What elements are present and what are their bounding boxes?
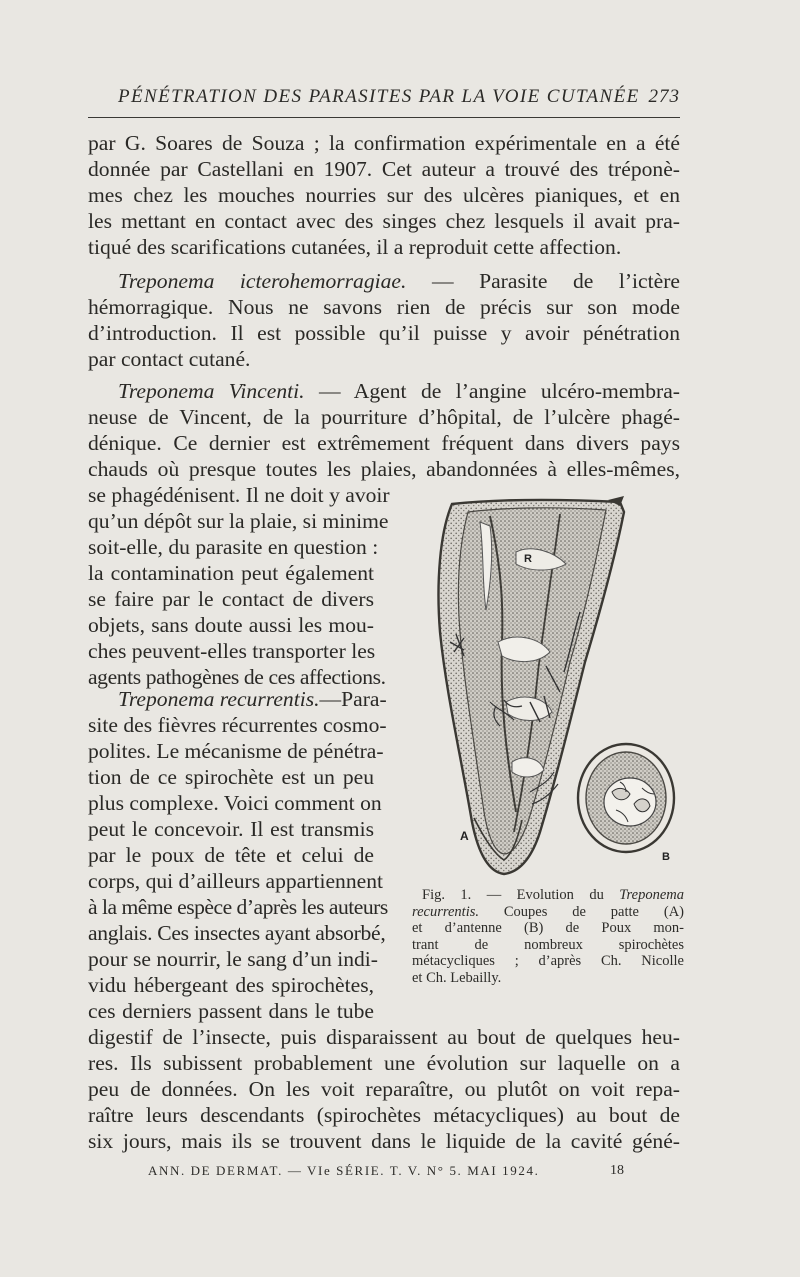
header-rule [88, 117, 680, 118]
text-line: vidu hébergeant des spirochètes, [88, 973, 374, 997]
text-line: à la même espèce d’après les auteurs [88, 895, 388, 919]
text-line: peu de données. On les voit reparaître, ou plutôt on voit repa- [88, 1077, 680, 1101]
journal-citation: ANN. DE DERMAT. — VIe SÉRIE. T. V. N° 5. MAI 1924. [148, 1163, 540, 1178]
text-line: la contamination peut également [88, 561, 374, 585]
caption-line: métacycliques ; d’après Ch. Nicolle [412, 953, 684, 969]
label-r: R [524, 553, 532, 565]
caption-line: trant de nombreux spirochètes [412, 936, 684, 953]
text-line: donnée par Castellani en 1907. Cet auteur a trouvé des tréponè- [88, 157, 680, 181]
text-line: anglais. Ces insectes ayant absorbé, [88, 921, 386, 945]
text-line: dénique. Ce dernier est extrêmement fréquent dans divers pays [88, 431, 680, 455]
text-line: six jours, mais ils se trouvent dans le liquide de la cavité géné- [88, 1129, 680, 1153]
label-a: A [460, 829, 469, 843]
text-line: chauds où presque toutes les plaies, abandonnées à elles-mêmes, [88, 457, 680, 481]
figure-caption [412, 887, 684, 986]
text-line: objets, sans doute aussi les mou- [88, 613, 374, 637]
text-line: ces derniers passent dans le tube [88, 999, 374, 1023]
label-b: B [662, 851, 670, 863]
text-line: site des fièvres récurrentes cosmo- [88, 713, 387, 737]
text-line: Treponema recurrentis.—Para- [118, 687, 387, 711]
text-line: plus complexe. Voici comment on [88, 791, 382, 815]
text-line: se faire par le contact de divers [88, 587, 374, 611]
text-line: tion de ce spirochète est un peu [88, 765, 374, 789]
text-line: les mettant en contact avec des singes chez lesquels il avait pra- [88, 209, 680, 233]
caption-line: recurrentis. Coupes de patte (A) [412, 903, 684, 920]
caption-line: et Ch. Lebailly. [412, 969, 502, 986]
text-line: qu’un dépôt sur la plaie, si minime [88, 509, 389, 533]
signature-mark: 18 [610, 1163, 624, 1178]
text-line: Treponema Vincenti. — Agent de l’angine ulcéro-membra- [118, 379, 680, 403]
text-line: ches peuvent-elles transporter les [88, 639, 376, 663]
text-line: tiqué des scarifications cutanées, il a reproduit cette affection. [88, 235, 622, 259]
species-name: Treponema Vincenti. [118, 379, 305, 403]
text-line: digestif de l’insecte, puis disparaissent au bout de quelques heu- [88, 1025, 680, 1049]
text-line: mes chez les mouches nourries sur des ulcères pianiques, et en [88, 183, 680, 207]
text-line: peut le concevoir. Il est transmis [88, 817, 374, 841]
species-name: Treponema recurrentis. [118, 687, 320, 711]
louse-section-figure [420, 492, 682, 888]
text-line: par G. Soares de Souza ; la confirmation expérimentale en a été [88, 131, 680, 155]
text-line: d’introduction. Il est possible qu’il puisse y avoir pénétration [88, 321, 680, 345]
text-line: pour se nourrir, le sang d’un indi- [88, 947, 378, 971]
text-line: polites. Le mécanisme de pénétra- [88, 739, 384, 763]
text-line: soit-elle, du parasite en question : [88, 535, 379, 559]
text-line: neuse de Vincent, de la pourriture d’hôpital, de l’ulcère phagé- [88, 405, 680, 429]
antenna-section-b [578, 744, 674, 852]
text-line: se phagédénisent. Il ne doit y avoir [88, 483, 390, 507]
page-number: 273 [648, 86, 680, 107]
text-line: agents pathogènes de ces affections. [88, 665, 386, 689]
text-line: corps, qui d’ailleurs appartiennent [88, 869, 384, 893]
text-line: hémorragique. Nous ne savons rien de précis sur son mode [88, 295, 680, 319]
text-line: par contact cutané. [88, 347, 251, 371]
caption-line: et d’antenne (B) de Poux mon- [412, 920, 684, 936]
caption-line: Fig. 1. — Evolution du Treponema [422, 887, 684, 903]
text-line: Treponema icterohemorragiae. — Parasite de l’ictère [118, 269, 680, 293]
text-line: raître leurs descendants (spirochètes métacycliques) au bout de [88, 1103, 680, 1127]
text-line: res. Ils subissent probablement une évolution sur laquelle on a [88, 1051, 680, 1075]
journal-footer [148, 1163, 624, 1179]
text-line: par le poux de tête et celui de [88, 843, 374, 867]
running-title: PÉNÉTRATION DES PARASITES PAR LA VOIE CUTANÉE [118, 86, 640, 107]
species-name: Treponema icterohemorragiae. [118, 269, 407, 293]
